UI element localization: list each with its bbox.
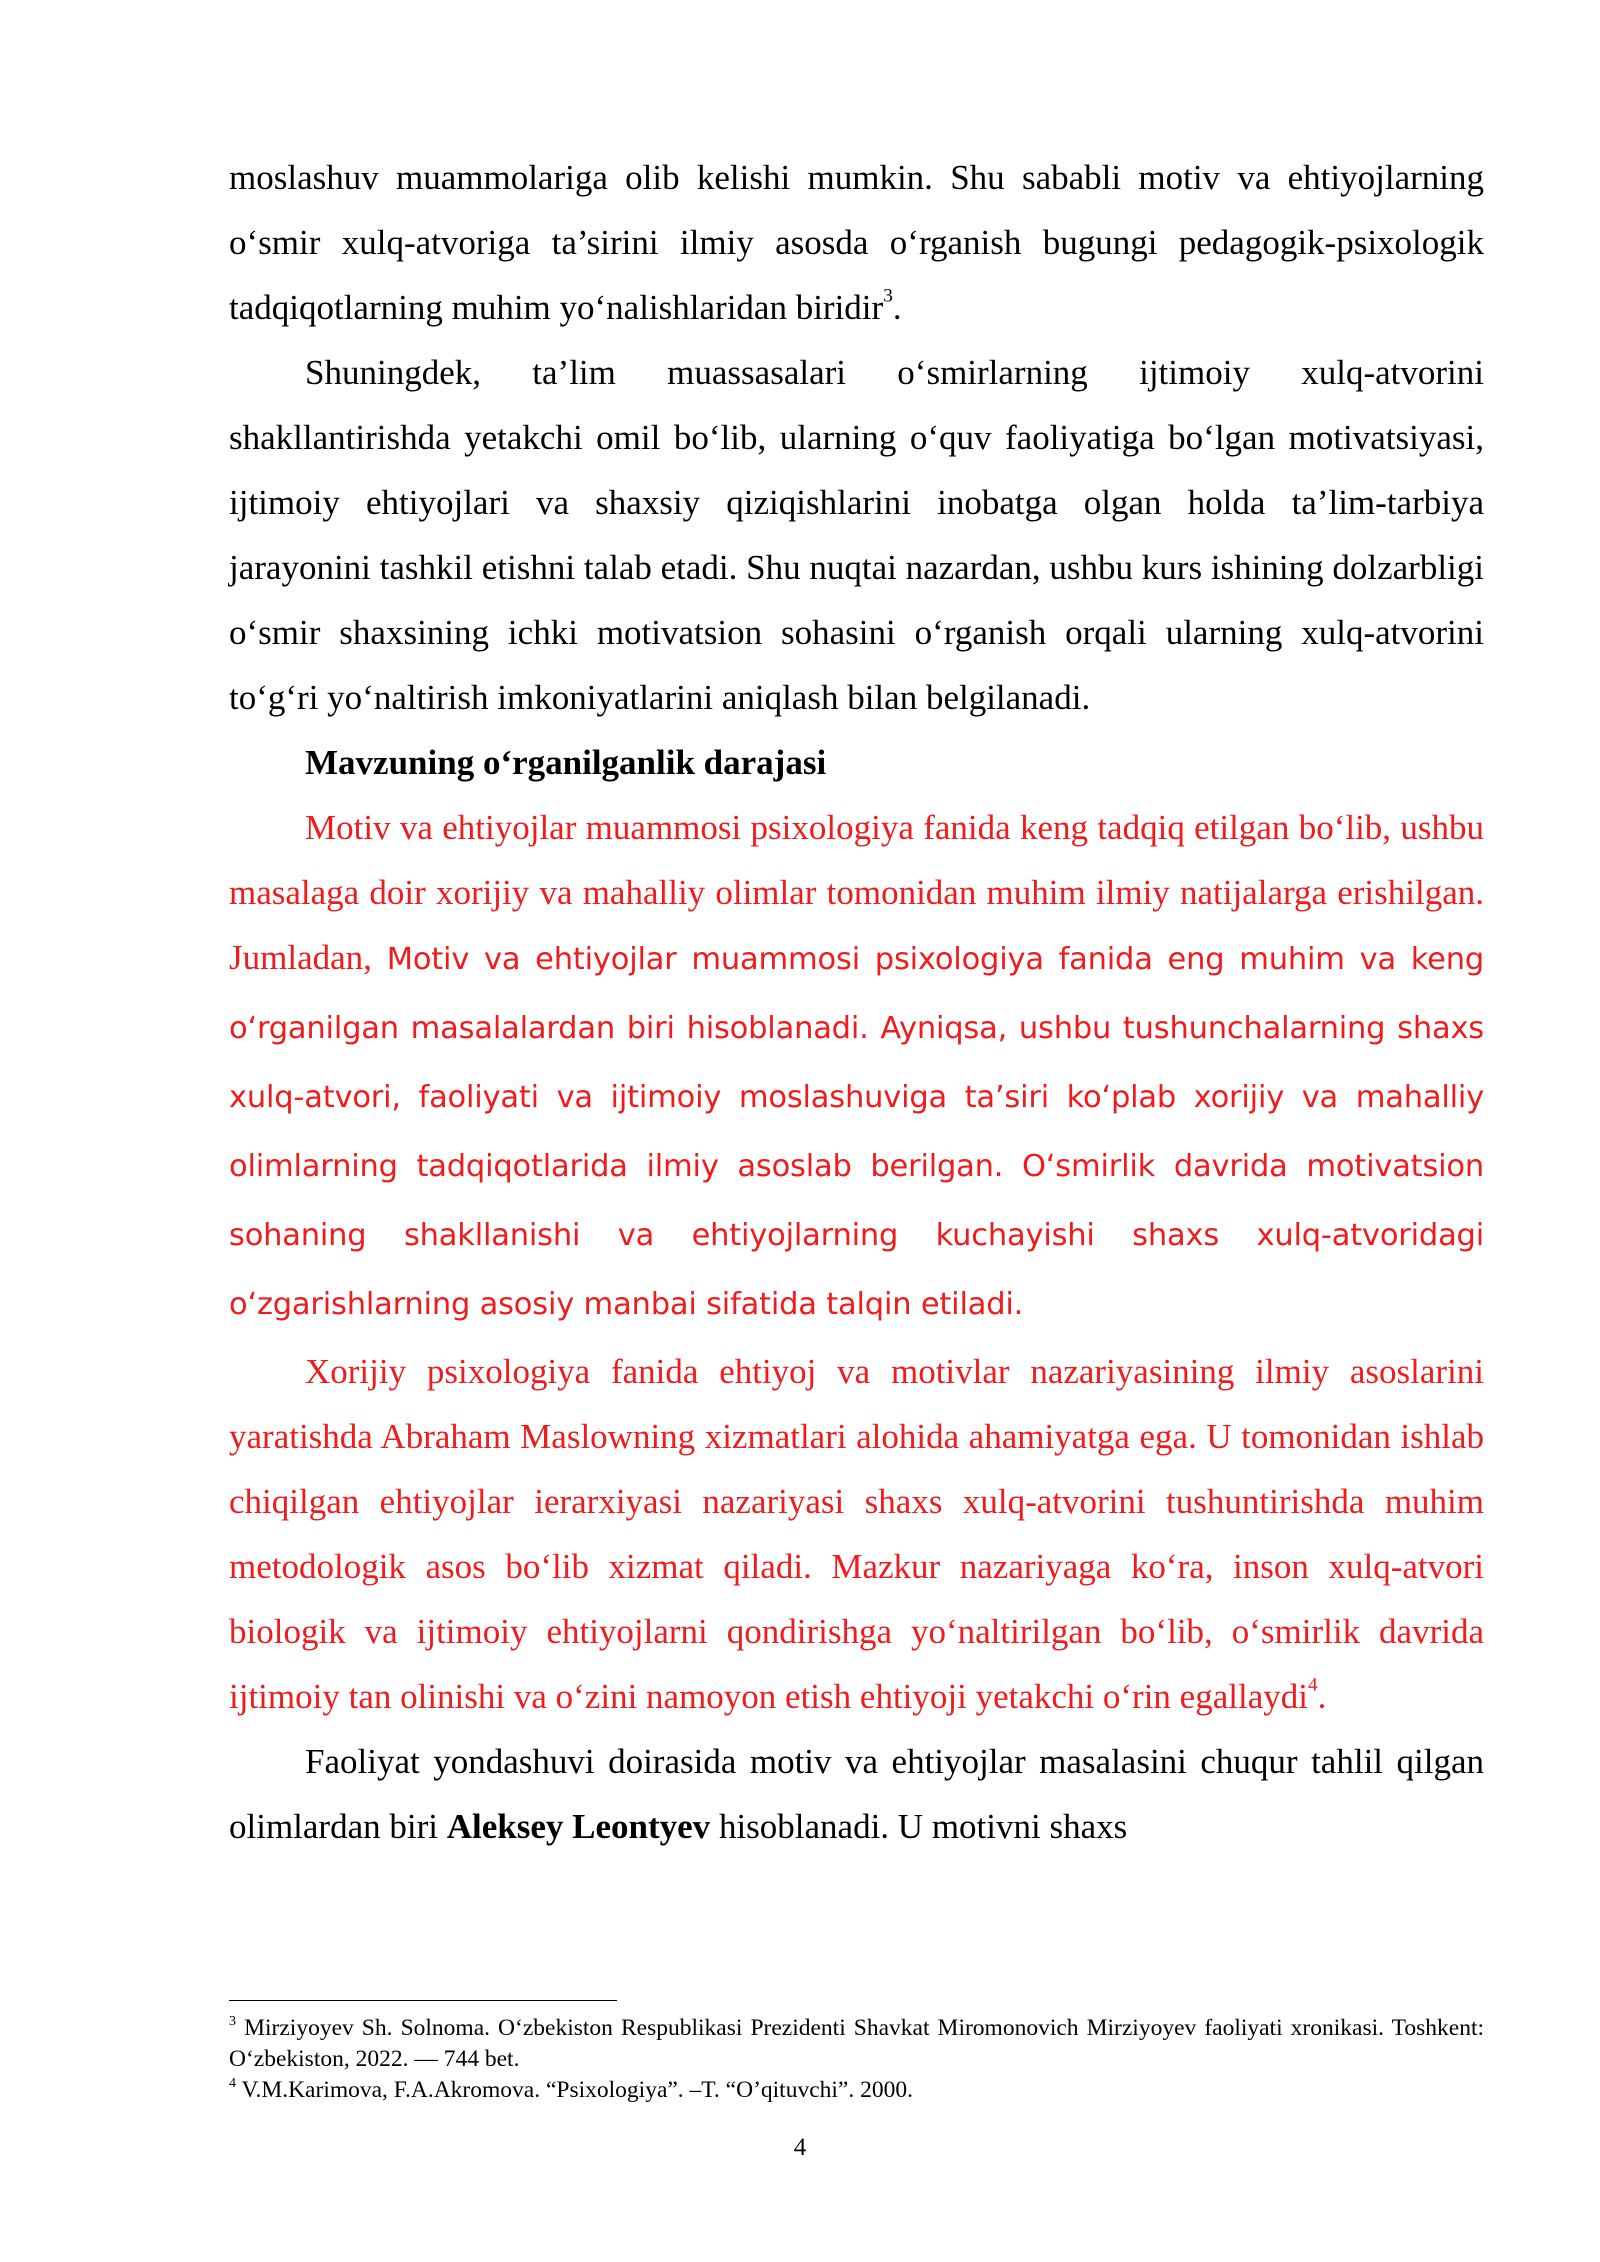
footnote-marker: 4 — [229, 2075, 237, 2092]
paragraph-3 — [229, 795, 1484, 1339]
body-text — [229, 145, 1484, 1859]
paragraph-5 — [229, 1729, 1484, 1859]
paragraph-3-serif-text: Motiv va ehtiyojlar muammosi psixologiya fanida keng tadqiq etilgan bo‘lib, ushbu masalaga doir xorijiy va mahalliy olimlar tomonidan muhim ilmiy natijalarga erishilgan. Jumladan, — [229, 808, 1484, 977]
paragraph-1 — [229, 145, 1484, 340]
page-number: 4 — [793, 2134, 807, 2161]
footnote-4 — [229, 2075, 1484, 2106]
footnotes — [229, 2013, 1484, 2106]
footnote-text: Mirziyoyev Sh. Solnoma. O‘zbekiston Respublikasi Prezidenti Shavkat Miromonovich Mirziyoyev faoliyati xronikasi. Toshkent: O‘zbekiston, 2022. — 744 bet. — [229, 2015, 1484, 2072]
paragraph-5-end: hisoblanadi. U motivni shaxs — [718, 1807, 1128, 1846]
paragraph-4-end: . — [1317, 1677, 1327, 1716]
section-heading: Mavzuning o‘rganilganlik darajasi — [305, 743, 827, 782]
paragraph-2: Shuningdek, ta’lim muassasalari o‘smirlarning ijtimoiy xulq-atvorini shakllantirishda yetakchi omil bo‘lib, ularning o‘quv faoliyatiga bo‘lgan motivatsiyasi, ijtimoiy ehtiyojlari va shaxsiy qiziqishlarini inobatga olgan holda ta’lim-tarbiya jarayonini tashkil etishni talab etadi. Shu nuqtai nazardan, ushbu kurs ishining dolzarbligi o‘smir shaxsining ichki motivatsion sohasini o‘rganish orqali ularning xulq-atvorini to‘g‘ri yo‘naltirish imkoniyatlarini aniqlash bilan belgilanadi. — [229, 353, 1484, 717]
paragraph-3-sans-text: Motiv va ehtiyojlar muammosi psixologiya fanida eng muhim va keng o‘rganilgan masalalardan biri hisoblanadi. Ayniqsa, ushbu tushunchalarning shaxs xulq-atvori, faoliyati va ijtimoiy moslashuviga ta’siri ko‘plab xorijiy va mahalliy olimlarning tadqiqotlarida ilmiy asoslab berilgan. O‘smirlik davrida motivatsion sohaning shakllanishi va ehtiyojlarning kuchayishi shaxs xulq-atvoridagi o‘zgarishlarning asosiy manbai sifatida talqin etiladi. — [229, 942, 1484, 1322]
paragraph-1-text: moslashuv muammolariga olib kelishi mumkin. Shu sababli motiv va ehtiyojlarning o‘smir xulq-atvoriga ta’sirini ilmiy asosda o‘rganish bugungi pedagogik-psixologik tadqiqotlarning muhim yo‘nalishlaridan biridir — [229, 158, 1484, 327]
paragraph-4 — [229, 1339, 1484, 1729]
paragraph-5-start: Faoliyat yondashuvi doirasida motiv va ehtiyojlar masalasini chuqur tahlil qilgan olimlardan biri — [229, 1742, 1484, 1846]
paragraph-4-text: Xorijiy psixologiya fanida ehtiyoj va motivlar nazariyasining ilmiy asoslarini yaratishda Abraham Maslowning xizmatlari alohida ahamiyatga ega. U tomonidan ishlab chiqilgan ehtiyojlar ierarxiyasi nazariyasi shaxs xulq-atvorini tushuntirishda muhim metodologik asos bo‘lib xizmat qiladi. Mazkur nazariyaga ko‘ra, inson xulq-atvori biologik va ijtimoiy ehtiyojlarni qondirishga yo‘naltirilgan bo‘lib, o‘smirlik davrida ijtimoiy tan olinishi va o‘zini namoyon etish ehtiyoji yetakchi o‘rin egallaydi — [229, 1352, 1484, 1716]
footnote-3 — [229, 2013, 1484, 2075]
footnote-separator — [229, 2000, 617, 2001]
paragraph-1-end: . — [892, 288, 902, 327]
footnote-ref-4[interactable]: 4 — [1307, 1674, 1318, 1696]
author-name-bold: Aleksey Leontyev — [446, 1807, 711, 1846]
footnote-marker: 3 — [229, 2013, 237, 2030]
footnote-text: V.M.Karimova, F.A.Akromova. “Psixologiya”. –T. “O’qituvchi”. 2000. — [241, 2077, 913, 2103]
footnote-ref-3[interactable]: 3 — [883, 285, 893, 307]
